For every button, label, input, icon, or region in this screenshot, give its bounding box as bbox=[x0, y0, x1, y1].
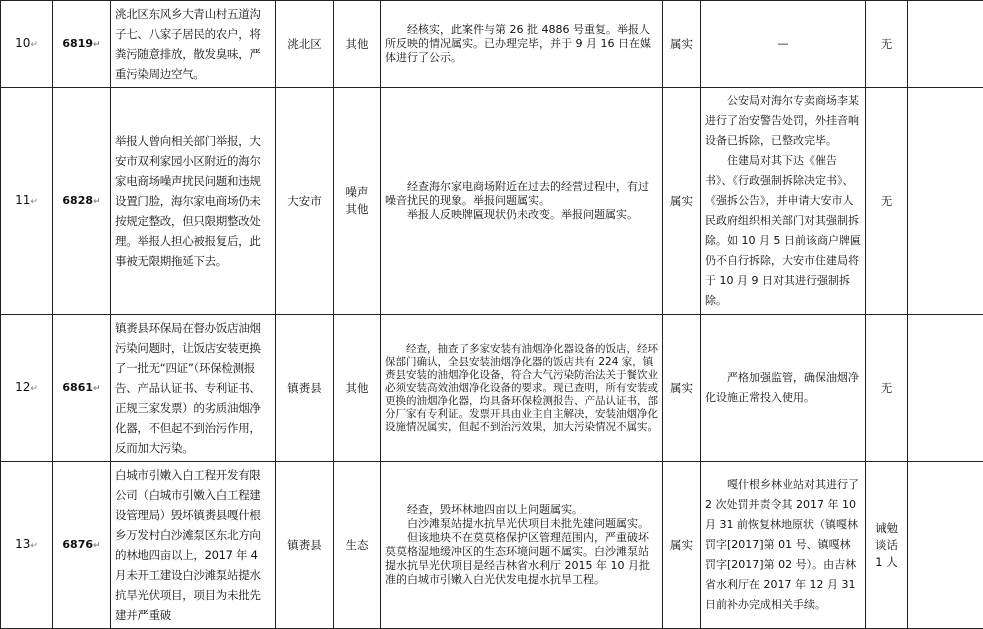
rectification-paragraph: 严格加强监管，确保油烟净化设施正常投入使用。 bbox=[705, 368, 861, 408]
complaint-text: 洮北区东风乡大青山村五道沟子七、八家子居民的农户，将粪污随意排放，散发臭味，严重污染周边空气。 bbox=[111, 1, 276, 88]
case-id: 6861↵ bbox=[53, 315, 111, 462]
finding-paragraph: 举报人反映牌匾现状仍未改变。举报问题属实。 bbox=[385, 208, 658, 222]
finding-paragraph: 经查，抽查了多家安装有油烟净化器设备的饭店，经环保部门确认，全县安装油烟净化器的饭店共有 224 家，镇赉县安装的油烟净化设备，符合大气污染防治法关于餐饮业必须安装高效油烟净化设备的要求。现已查明，所有安装或更换的油烟净化器，均具备环保检测报告、产品认证书，部分厂家有专利证。发票开具由业主自主解决，安装油烟净化设施情况属实，但起不到治污效果，加大污染情况不属实。 bbox=[385, 343, 658, 434]
row-number: 11↵ bbox=[1, 88, 53, 315]
rectification-paragraph: 嘎什根乡林业站对其进行了 2 次处罚并责令其 2017 年 10 月 31 前恢复林地原状（镇嘎林罚字[2017]第 01 号、镇嘎林罚字[2017]第 02 号）。由吉林省水利厅在 2017 年 12 月 31 日前补办完成相关手续。 bbox=[705, 475, 861, 615]
row-number: 12↵ bbox=[1, 315, 53, 462]
accountability: 诫勉谈话 1 人 bbox=[866, 462, 908, 629]
location: 洮北区 bbox=[276, 1, 334, 88]
pollution-type: 噪声 其他 bbox=[334, 88, 381, 315]
accountability: 无 bbox=[866, 1, 908, 88]
table-row bbox=[1, 88, 983, 315]
rectification-text bbox=[701, 88, 866, 315]
finding-paragraph: 经查，毁坏林地四亩以上问题属实。 bbox=[385, 503, 658, 517]
complaint-text: 白城市引嫩入白工程开发有限公司（白城市引嫩入白工程建设管理局）毁坏镇赉县嘎什根乡万发村白沙滩泵区东北方向的林地四亩以上，2017 年 4 月未开工建设白沙滩泵站提水抗旱光伏项目，项目为未批先建并严重破 bbox=[111, 462, 276, 629]
empty-cell bbox=[908, 462, 983, 629]
table-row bbox=[1, 1, 983, 88]
rectification-text bbox=[701, 315, 866, 462]
empty-cell bbox=[908, 315, 983, 462]
complaint-text: 举报人曾向相关部门举报，大安市双利家园小区附近的海尔家电商场噪声扰民问题和违规设置门脸，海尔家电商场仍未按规定整改，但只限期整改处理。举报人担心被报复后，此事被无限期拖延下去。 bbox=[111, 88, 276, 315]
pollution-type: 其他 bbox=[334, 1, 381, 88]
location: 大安市 bbox=[276, 88, 334, 315]
finding-text bbox=[381, 1, 663, 88]
finding-text bbox=[381, 88, 663, 315]
case-id: 6819↵ bbox=[53, 1, 111, 88]
finding-paragraph: 经查海尔家电商场附近在过去的经营过程中，有过噪音扰民的现象。举报问题属实。 bbox=[385, 180, 658, 208]
verdict: 属实 bbox=[663, 315, 701, 462]
finding-paragraph: 白沙滩泵站提水抗旱光伏项目未批先建问题属实。 bbox=[385, 517, 658, 531]
pollution-type: 生态 bbox=[334, 462, 381, 629]
table-row bbox=[1, 315, 983, 462]
accountability: 无 bbox=[866, 315, 908, 462]
rectification-text bbox=[701, 1, 866, 88]
verdict: 属实 bbox=[663, 88, 701, 315]
finding-text bbox=[381, 315, 663, 462]
table-row bbox=[1, 462, 983, 629]
rectification-paragraph: 住建局对其下达《催告书》、《行政强制拆除决定书》、《强拆公告》，并申请大安市人民政府组织相关部门对其强制拆除。如 10 月 5 日前该商户牌匾仍不自行拆除，大安市住建局将于 10 月 9 日对其进行强制拆除。 bbox=[705, 151, 861, 311]
rectification-text bbox=[701, 462, 866, 629]
empty-cell bbox=[908, 88, 983, 315]
location: 镇赉县 bbox=[276, 462, 334, 629]
rectification-paragraph: 公安局对海尔专卖商场李某进行了治安警告处罚，外挂音响设备已拆除，已整改完毕。 bbox=[705, 91, 861, 151]
empty-cell bbox=[908, 1, 983, 88]
location: 镇赉县 bbox=[276, 315, 334, 462]
verdict: 属实 bbox=[663, 1, 701, 88]
row-number: 13↵ bbox=[1, 462, 53, 629]
finding-text bbox=[381, 462, 663, 629]
row-number: 10↵ bbox=[1, 1, 53, 88]
rectification-paragraph: — bbox=[705, 34, 861, 54]
verdict: 属实 bbox=[663, 462, 701, 629]
complaint-text: 镇赉县环保局在督办饭店油烟污染问题时，让饭店安装更换了一批无“四证”（环保检测报告、产品认证书、专利证书、正规三家发票）的劣质油烟净化器，不但起不到治污作用，反而加大污染。 bbox=[111, 315, 276, 462]
pollution-type: 其他 bbox=[334, 315, 381, 462]
finding-paragraph: 但该地块不在莫莫格保护区管理范围内，严重破坏莫莫格湿地缓冲区的生态环境问题不属实。白沙滩泵站提水抗旱光伏项目是经吉林省水利厅 2015 年 10 月批准的白城市引嫩入白光伏发电提水抗旱工程。 bbox=[385, 531, 658, 587]
case-id: 6828↵ bbox=[53, 88, 111, 315]
accountability: 无 bbox=[866, 88, 908, 315]
case-id: 6876↵ bbox=[53, 462, 111, 629]
finding-paragraph: 经核实，此案件与第 26 批 4886 号重复。举报人所反映的情况属实。已办理完毕，并于 9 月 16 日在媒体进行了公示。 bbox=[385, 23, 658, 65]
